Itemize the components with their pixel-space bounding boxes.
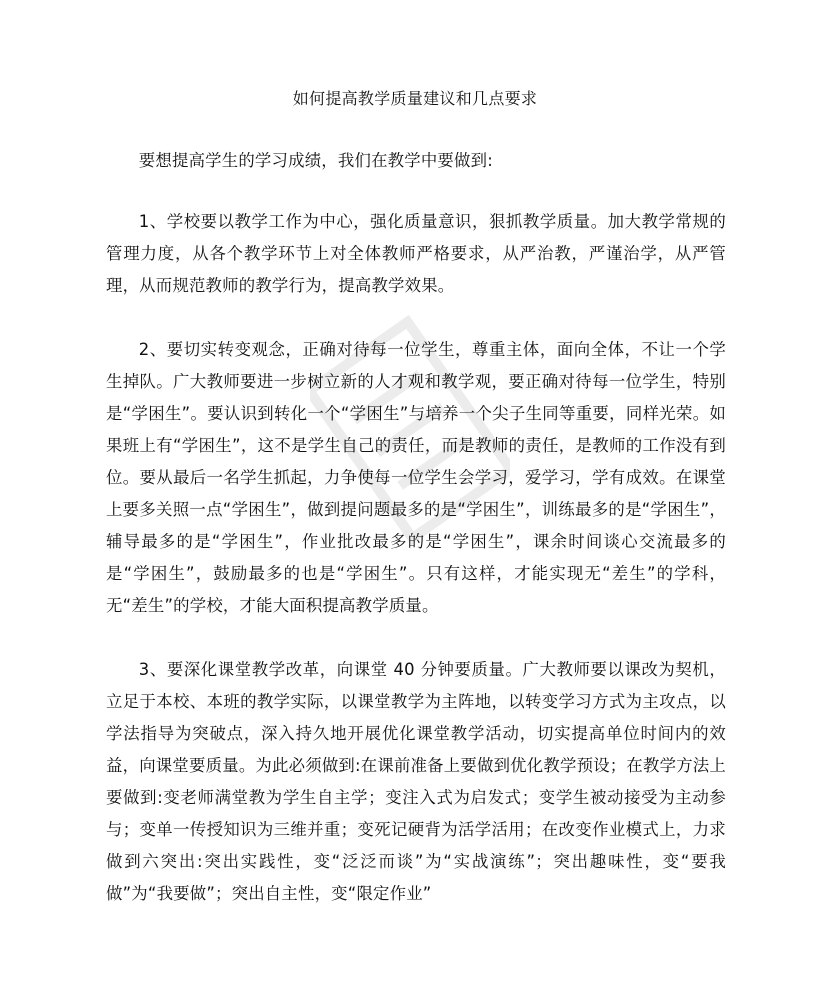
paragraph-2-text: 2、要切实转变观念，正确对待每一位学生，尊重主体，面向全体，不让一个学生掉队。广大教师要进一步树立新的人才观和教学观，要正确对待每一位学生，特别是“学困生”。要认识到转化一个“学困生”与培养一个尖子生同等重要，同样光荣。如果班上有“学困生”，这不是学生自己的责任，而是教师的责任，是教师的工作没有到位。要从最后一名学生抓起，力争使每一位学生会学习，爱学习，学有成效。在课堂上要多关照一点“学困生”，做到提问题最多的是“学困生”，训练最多的是“学困生”，辅导最多的是“学困生”，作业批改最多的是“学困生”，课余时间谈心交流最多的是“学困生”，鼓励最多的也是“学困生”。只有这样，才能实现无“差生”的学科，无“差生”的学校，才能大面积提高教学质量。 <box>106 340 726 615</box>
paragraph-3-text: 3、要深化课堂教学改革，向课堂 40 分钟要质量。广大教师要以课改为契机，立足于本校、本班的教学实际，以课堂教学为主阵地，以转变学习方式为主攻点，以学法指导为突破点，深入持久地开展优化课堂教学活动，切实提高单位时间内的效益，向课堂要质量。为此必须做到:在课前准备上要做到优化教学预设；在教学方法上要做到:变老师满堂教为学生自主学；变注入式为启发式；变学生被动接受为主动参与；变单一传授知识为三维并重；变死记硬背为活学活用；在改变作业模式上，力求做到六突出:突出实践性，变“泛泛而谈”为“实战演练”；突出趣味性，变“要我做”为“我要做”；突出自主性，变“限定作业” <box>106 660 726 903</box>
paragraph-1 <box>106 206 726 302</box>
document-title: 如何提高教学质量建议和几点要求 <box>292 89 538 108</box>
paragraph-2 <box>106 334 726 622</box>
paragraph-3 <box>106 654 726 910</box>
intro-paragraph <box>106 145 726 177</box>
intro-text: 要想提高学生的学习成绩，我们在教学中要做到: <box>138 151 493 170</box>
paragraph-1-text: 1、学校要以教学工作为中心，强化质量意识，狠抓教学质量。加大教学常规的管理力度，从各个教学环节上对全体教师严格要求，从严治教，严谨治学，从严管理，从而规范教师的教学行为，提高教学效果。 <box>106 212 726 295</box>
